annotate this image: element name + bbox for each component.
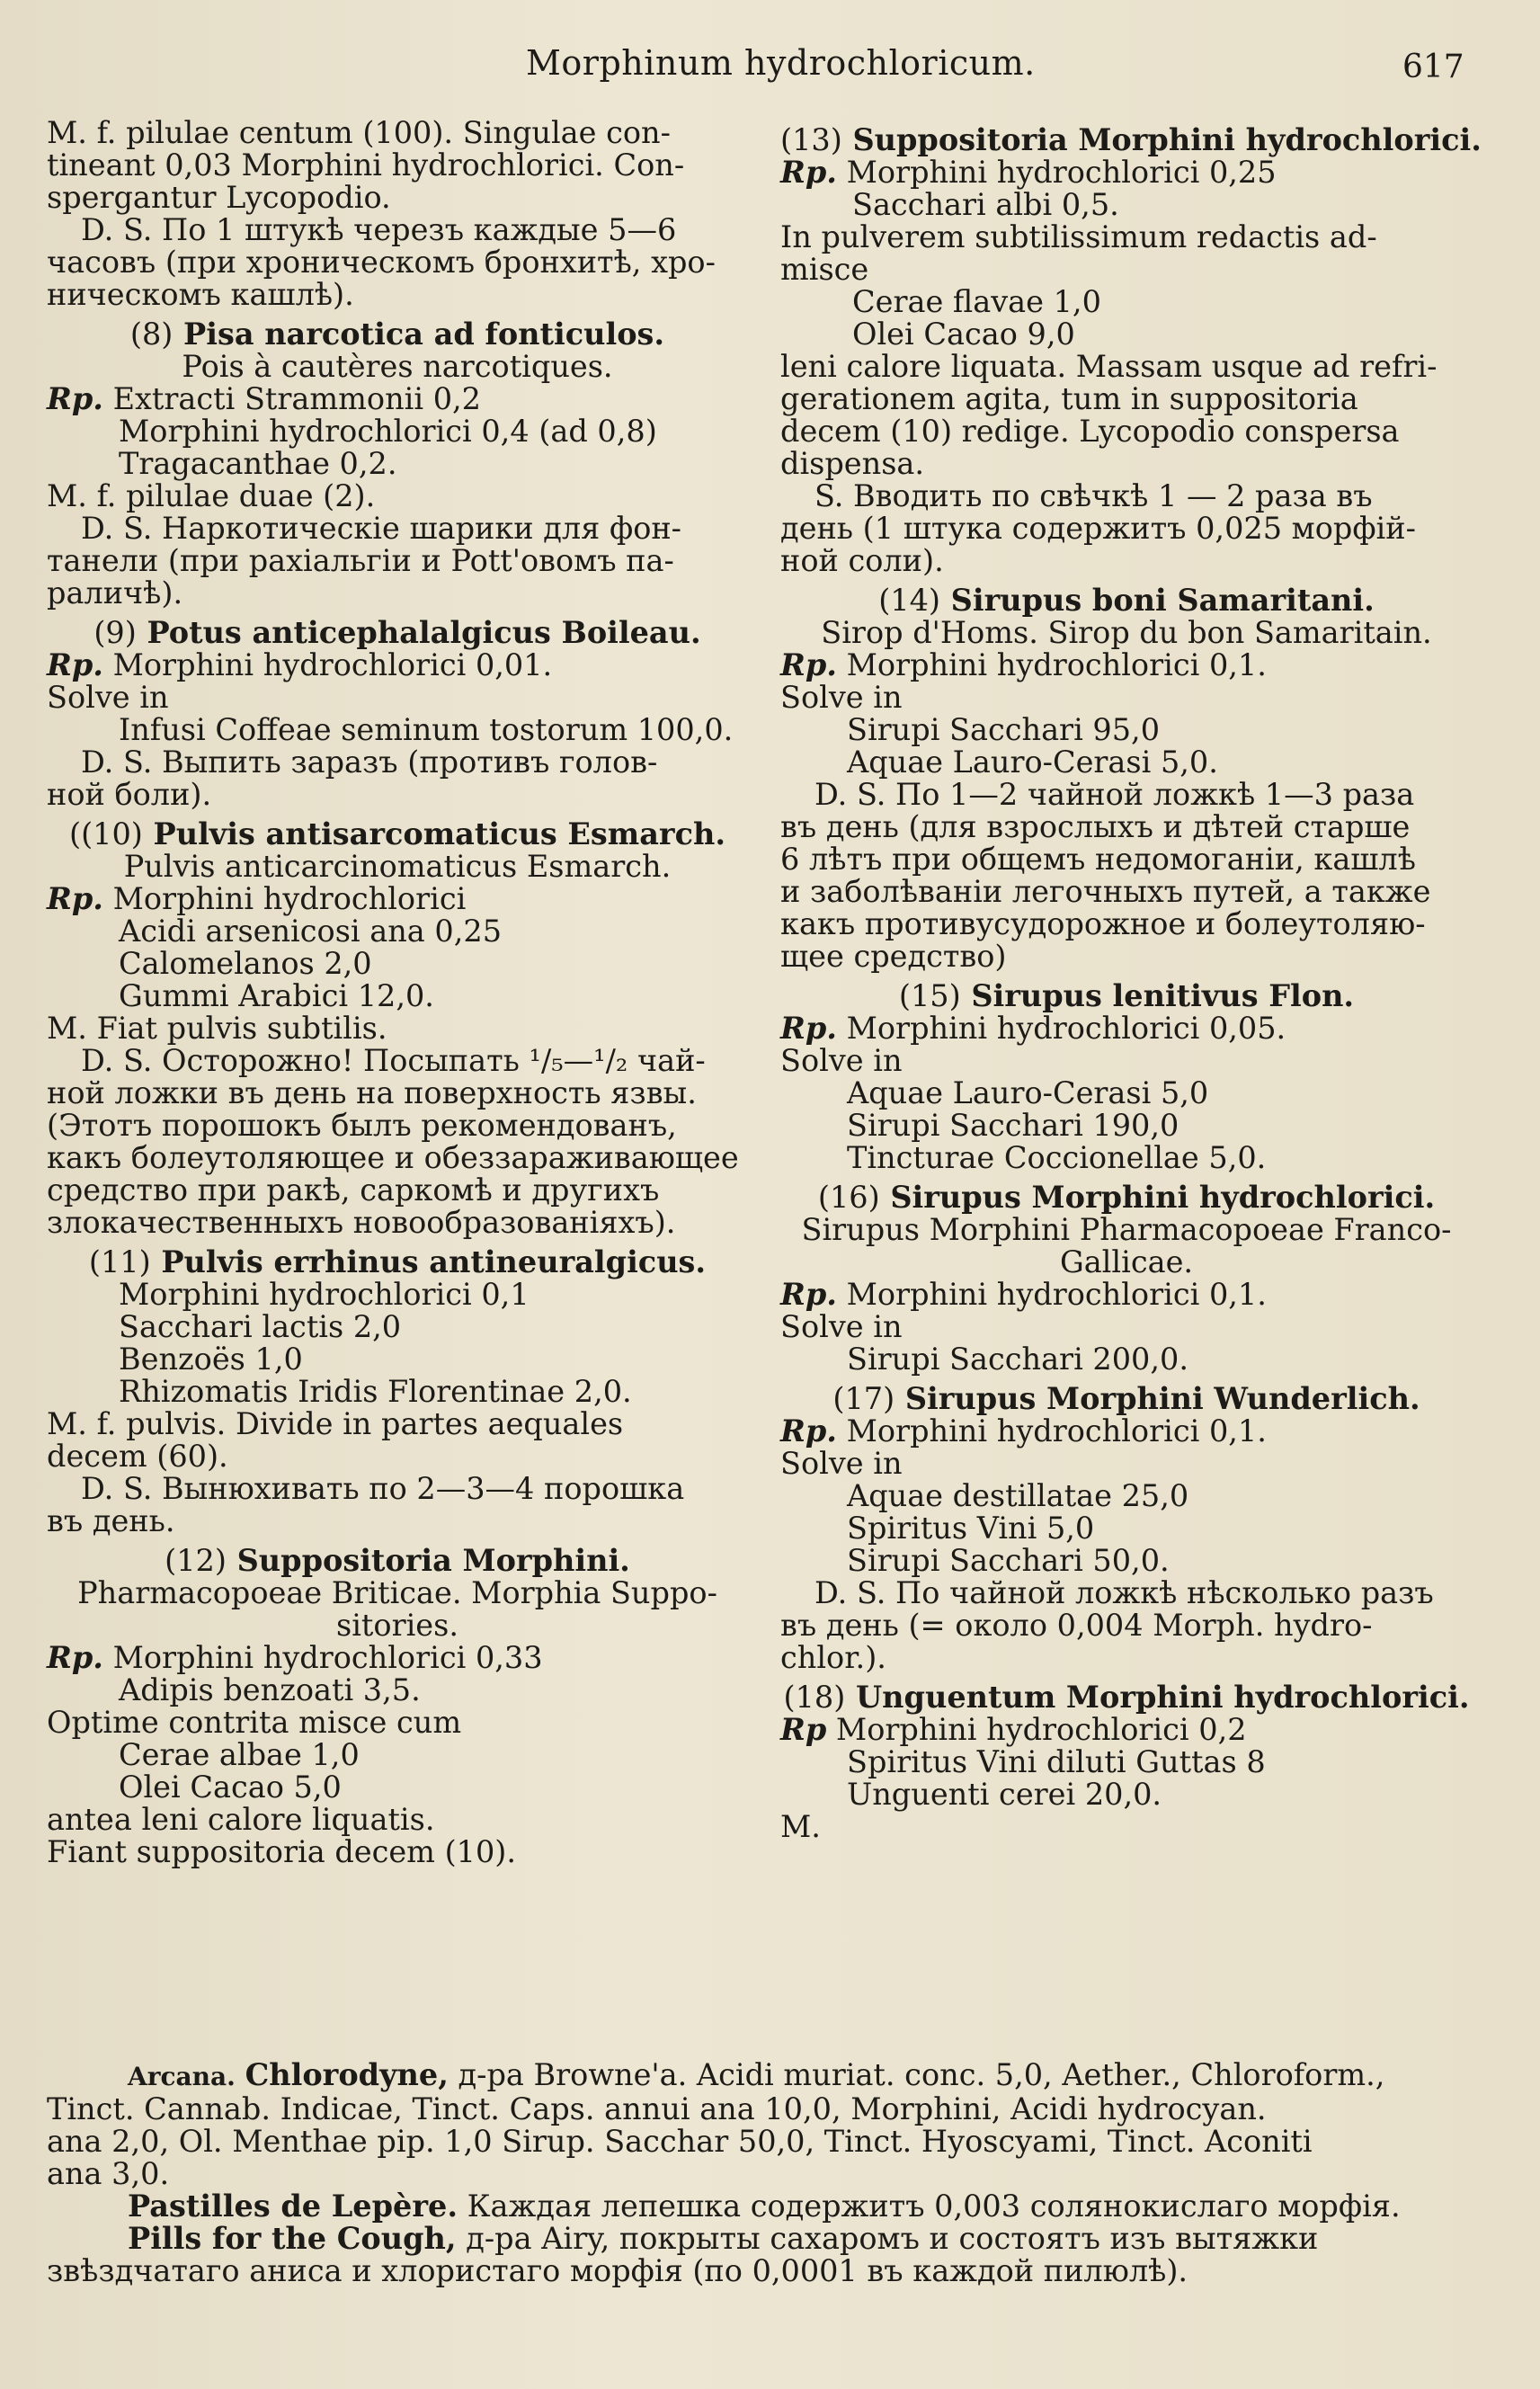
text-line [780, 1642, 1473, 1674]
line-text: Morphini hydrochlorici 0,1. [836, 647, 1267, 682]
line-text: Adipis benzoati 3,5. [119, 1672, 421, 1707]
line-text: M. f. pilulae centum (100). Singulae con- [47, 115, 671, 150]
recipe-number: (8) [129, 316, 174, 352]
text-line [780, 189, 1473, 221]
recipe-title: Suppositoria Morphini hydrochlorici. [852, 122, 1482, 157]
text-line [47, 351, 748, 383]
recipe-symbol: Rp. [47, 1640, 103, 1675]
recipe-title: Potus anticephalalgicus Boileau. [147, 615, 701, 650]
text-line [780, 746, 1473, 779]
line-text: chlor.). [780, 1640, 886, 1675]
text-line [780, 714, 1473, 746]
text-line [780, 1512, 1473, 1545]
text-line [47, 714, 748, 746]
text-line [780, 415, 1473, 448]
text-line [47, 246, 748, 279]
text-line [780, 1480, 1473, 1512]
text-line [47, 1045, 748, 1077]
recipe-number: (18) [783, 1680, 846, 1715]
text-line [780, 1077, 1473, 1110]
recipe-number: ((10) [69, 816, 143, 851]
recipe-number: (12) [165, 1543, 227, 1578]
line-text: Unguenti cerei 20,0. [847, 1777, 1162, 1812]
text-line [47, 1739, 748, 1771]
text-line [47, 1642, 748, 1674]
text-line [780, 1746, 1473, 1778]
line-text: танели (при рахіальгіи и Pott'овомъ па- [47, 543, 674, 578]
text-line [47, 682, 748, 714]
line-text: Sirupi Sacchari 50,0. [847, 1543, 1170, 1578]
text-line [780, 1714, 1473, 1746]
line-text: Tragacanthae 0,2. [119, 446, 397, 481]
recipe-title: Sirupus boni Samaritani. [950, 583, 1375, 618]
line-text: M. f. pulvis. Divide in partes aequales [47, 1406, 624, 1441]
line-text: antea leni calore liquatis. [47, 1802, 435, 1837]
line-text: Sacchari lactis 2,0 [119, 1309, 402, 1344]
text-line [47, 779, 748, 811]
line-text: въ день (= около 0,004 Morph. hydro- [780, 1608, 1373, 1643]
line-text: злокачественныхъ новообразованіяхъ). [47, 1205, 676, 1240]
line-text: M. [780, 1809, 821, 1844]
text-line [780, 513, 1473, 545]
text-line [47, 117, 748, 149]
line-text: Solve in [780, 1446, 903, 1481]
text-line [780, 811, 1473, 843]
recipe-symbol: Rp. [47, 381, 103, 416]
text-line [780, 1110, 1473, 1142]
recipe-symbol: Rp. [780, 155, 837, 190]
text-line [780, 1778, 1473, 1811]
text-line [47, 1505, 748, 1538]
text-line [780, 1577, 1473, 1609]
text-line [780, 254, 1473, 286]
line-text: Morphini hydrochlorici 0,1 [119, 1277, 530, 1312]
recipe-title: Unguentum Morphini hydrochlorici. [855, 1680, 1470, 1715]
text-line [780, 682, 1473, 714]
arcana-line: Tinct. Cannab. Indicae, Tinct. Caps. annui ana 10,0, Morphini, Acidi hydrocyan. [47, 2091, 1267, 2126]
arcana-line: ana 2,0, Ol. Menthae pip. 1,0 Sirup. Sacchar 50,0, Tinct. Hyoscyami, Tinct. Aconiti [47, 2124, 1313, 2159]
recipe-number: (15) [898, 978, 961, 1013]
line-text: въ день (для взрослыхъ и дѣтей старше [780, 809, 1411, 844]
text-line [47, 915, 748, 948]
line-text: Extracti Strammonii 0,2 [102, 381, 481, 416]
page-title: Morphinum hydrochloricum. [526, 43, 1036, 83]
text-line [47, 1343, 748, 1376]
text-line [47, 383, 748, 415]
recipe-number: (16) [817, 1180, 880, 1215]
recipe-number: (17) [832, 1381, 895, 1416]
page-number: 617 [1402, 49, 1464, 85]
recipe-heading [780, 980, 1473, 1012]
recipe-number: (14) [878, 583, 940, 618]
recipe-symbol: Rp [780, 1712, 827, 1747]
text-line [780, 779, 1473, 811]
recipe-heading [47, 1545, 748, 1577]
line-text: Cerae albae 1,0 [119, 1737, 360, 1772]
text-line [47, 149, 748, 182]
line-text: decem (60). [47, 1439, 228, 1474]
text-line [780, 448, 1473, 480]
text-line [780, 545, 1473, 577]
text-line [47, 1376, 748, 1408]
text-line [47, 948, 748, 980]
recipe-symbol: Rp. [780, 1011, 837, 1046]
text-line [780, 1279, 1473, 1311]
text-line [47, 1804, 748, 1836]
line-text: Olei Cacao 5,0 [119, 1769, 342, 1805]
recipe-heading [780, 1181, 1473, 1214]
arcana-line: ana 3,0. [47, 2156, 170, 2191]
text-line [47, 1836, 748, 1868]
text-line [47, 214, 748, 246]
recipe-heading [47, 318, 748, 351]
line-text: Pois à cautères narcotiques. [182, 349, 613, 384]
line-text: spergantur Lycopodio. [47, 180, 391, 215]
line-text: Morphini hydrochlorici 0,25 [836, 155, 1277, 190]
line-text: Morphini hydrochlorici 0,1. [836, 1277, 1267, 1312]
text-line [47, 746, 748, 779]
text-line [47, 182, 748, 214]
recipe-number: (11) [88, 1244, 151, 1279]
line-text: misce [780, 252, 869, 287]
line-text: Solve in [47, 680, 169, 715]
text-line [47, 1279, 748, 1311]
line-text: Gallicae. [1059, 1244, 1194, 1279]
text-line [780, 1012, 1473, 1045]
line-text: Optime contrita misce cum [47, 1705, 462, 1740]
line-text: Morphini hydrochlorici 0,33 [102, 1640, 543, 1675]
running-head [0, 36, 1540, 90]
text-line [47, 1207, 748, 1239]
line-text: gerationem agita, tum in suppositoria [780, 381, 1358, 416]
left-column [47, 117, 748, 1868]
text-line [47, 1311, 748, 1343]
text-line [780, 908, 1473, 940]
line-text: 6 лѣтъ при общемъ недомоганіи, кашлѣ [780, 842, 1416, 877]
line-text: ной боли). [47, 777, 212, 812]
text-line [47, 448, 748, 480]
line-text: Aquae destillatae 25,0 [847, 1478, 1189, 1513]
recipe-title: Sirupus Morphini Wunderlich. [904, 1381, 1420, 1416]
line-text: и заболѣваніи легочныхъ путей, а также [780, 874, 1431, 909]
line-text: In pulverem subtilissimum redactis ad- [780, 219, 1377, 254]
text-line [47, 1771, 748, 1804]
recipe-title: Pulvis antisarcomaticus Esmarch. [153, 816, 725, 851]
line-text: Calomelanos 2,0 [119, 946, 372, 981]
text-line [780, 383, 1473, 415]
text-line [780, 1448, 1473, 1480]
text-line [780, 1811, 1473, 1843]
line-text: D. S. Вынюхивать по 2—3—4 порошка [81, 1471, 685, 1506]
line-text: ническомъ кашлѣ). [47, 277, 354, 312]
text-line [780, 1343, 1473, 1376]
line-text: Aquae Lauro-Cerasi 5,0. [847, 744, 1218, 780]
pills-line: Pills for the Cough, д-ра Airy, покрыты сахаромъ и состоятъ изъ вытяжки [128, 2221, 1319, 2256]
text-line [47, 1174, 748, 1207]
text-line [780, 649, 1473, 682]
line-text: D. S. Осторожно! Посыпать ¹/₅—¹/₂ чай- [81, 1043, 706, 1078]
line-text: Sacchari albi 0,5. [852, 187, 1119, 222]
line-text: Rhizomatis Iridis Florentinae 2,0. [119, 1374, 632, 1409]
text-line [780, 1311, 1473, 1343]
line-text: Pharmacopoeae Briticae. Morphia Suppo- [77, 1575, 717, 1610]
line-text: Morphini hydrochlorici 0,05. [836, 1011, 1286, 1046]
line-text: tineant 0,03 Morphini hydrochlorici. Con- [47, 147, 685, 183]
line-text: раличѣ). [47, 575, 183, 611]
recipe-symbol: Rp. [780, 647, 837, 682]
text-line [780, 480, 1473, 513]
line-text: Benzoës 1,0 [119, 1342, 303, 1377]
line-text: leni calore liquata. Massam usque ad refri- [780, 349, 1438, 384]
text-line [47, 883, 748, 915]
text-line [780, 1415, 1473, 1448]
line-text: D. S. Выпить заразъ (противъ голов- [81, 744, 658, 780]
text-line [47, 1440, 748, 1473]
text-line [780, 617, 1473, 649]
text-line [780, 1246, 1473, 1279]
text-line [47, 980, 748, 1012]
text-line [780, 1545, 1473, 1577]
text-line [780, 1214, 1473, 1246]
text-line [47, 1110, 748, 1142]
line-text: D. S. Наркотическіе шарики для фон- [81, 511, 682, 546]
line-text: D. S. По чайной ложкѣ нѣсколько разъ [815, 1575, 1434, 1610]
line-text: decem (10) redige. Lycopodio conspersa [780, 414, 1400, 449]
recipe-number: (13) [780, 122, 842, 157]
arcana-section [47, 2059, 1485, 2287]
text-line [47, 1707, 748, 1739]
line-text: dispensa. [780, 446, 925, 481]
text-line [780, 876, 1473, 908]
line-text: какъ противусудорожное и болеутоляю- [780, 906, 1426, 941]
recipe-symbol: Rp. [780, 1413, 837, 1449]
line-text: M. Fiat pulvis subtilis. [47, 1011, 387, 1046]
line-text: D. S. По 1—2 чайной ложкѣ 1—3 раза [815, 777, 1415, 812]
line-text: въ день. [47, 1503, 175, 1538]
recipe-heading [780, 122, 1482, 157]
text-line [780, 318, 1473, 351]
text-line [47, 480, 748, 513]
line-text: Spiritus Vini diluti Guttas 8 [847, 1744, 1266, 1779]
line-text: ной соли). [780, 543, 944, 578]
text-line [47, 1012, 748, 1045]
line-text: M. f. pilulae duae (2). [47, 478, 376, 513]
line-text: Sirupi Sacchari 200,0. [847, 1342, 1188, 1377]
text-line [47, 1577, 748, 1609]
line-text: Aquae Lauro-Cerasi 5,0 [847, 1075, 1209, 1110]
recipe-symbol: Rp. [47, 647, 103, 682]
recipe-title: Suppositoria Morphini. [236, 1543, 630, 1578]
line-text: Olei Cacao 9,0 [852, 316, 1075, 352]
line-text: Solve in [780, 680, 903, 715]
recipe-heading [47, 1246, 748, 1279]
text-line [47, 1077, 748, 1110]
line-text: день (1 штука содержитъ 0,025 морфій- [780, 511, 1416, 546]
recipe-heading [780, 1681, 1473, 1714]
line-text: Gummi Arabici 12,0. [119, 978, 434, 1013]
line-text: Solve in [780, 1043, 903, 1078]
recipe-symbol: Rp. [780, 1277, 837, 1312]
recipe-title: Sirupus lenitivus Flon. [971, 978, 1355, 1013]
pastilles-line: Pastilles de Lepère. Каждая лепешка содержитъ 0,003 солянокислаго морфія. [128, 2188, 1401, 2224]
recipe-symbol: Rp. [47, 881, 103, 916]
recipe-title: Sirupus Morphini hydrochlorici. [890, 1180, 1436, 1215]
text-line [780, 1045, 1473, 1077]
text-line [780, 1142, 1473, 1174]
text-line [47, 513, 748, 545]
text-line [47, 1674, 748, 1707]
text-line [780, 940, 1473, 973]
text-line [47, 851, 748, 883]
line-text: Cerae flavae 1,0 [852, 284, 1101, 319]
line-text: Morphini hydrochlorici 0,1. [836, 1413, 1267, 1449]
pills-line: звѣздчатаго аниса и хлористаго морфія (по 0,0001 въ каждой пилюлѣ). [47, 2253, 1188, 2288]
line-text: Sirupus Morphini Pharmacopoeae Franco- [801, 1212, 1452, 1247]
line-text: Solve in [780, 1309, 903, 1344]
line-text: (Этотъ порошокъ былъ рекомендованъ, [47, 1108, 677, 1143]
recipe-title: Pulvis errhinus antineuralgicus. [161, 1244, 707, 1279]
line-text: sitories. [336, 1608, 458, 1643]
text-line [47, 577, 748, 610]
line-text: S. Вводить по свѣчкѣ 1 — 2 раза въ [815, 478, 1373, 513]
line-text: какъ болеутоляющее и обеззараживающее [47, 1140, 739, 1175]
line-text: Spiritus Vini 5,0 [847, 1511, 1095, 1546]
line-text: щее средство) [780, 939, 1007, 974]
line-text: часовъ (при хроническомъ бронхитѣ, хро- [47, 245, 716, 280]
text-line [780, 286, 1473, 318]
text-line [47, 1473, 748, 1505]
line-text: Morphini hydrochlorici [102, 881, 467, 916]
line-text: Morphini hydrochlorici 0,2 [826, 1712, 1247, 1747]
line-text: Tincturae Coccionellae 5,0. [847, 1140, 1267, 1175]
text-line [47, 415, 748, 448]
arcana-line: Arcana. Chlorodyne, д-ра Browne'a. Acidi muriat. conc. 5,0, Aether., Chloroform., [128, 2057, 1385, 2092]
line-text: ной ложки въ день на поверхность язвы. [47, 1075, 697, 1110]
line-text: Morphini hydrochlorici 0,4 (ad 0,8) [119, 414, 657, 449]
text-line [47, 545, 748, 577]
line-text: Morphini hydrochlorici 0,01. [102, 647, 553, 682]
text-line [780, 843, 1473, 876]
line-text: Sirop d'Homs. Sirop du bon Samaritain. [821, 615, 1432, 650]
text-line [47, 1609, 748, 1642]
right-column [780, 117, 1482, 1844]
line-text: средство при ракѣ, саркомѣ и другихъ [47, 1172, 660, 1208]
line-text: D. S. По 1 штукѣ черезъ каждые 5—6 [81, 212, 677, 247]
recipe-heading [780, 584, 1473, 617]
line-text: Pulvis anticarcinomaticus Esmarch. [123, 849, 672, 884]
text-line [780, 221, 1473, 254]
text-line [47, 1142, 748, 1174]
line-text: Sirupi Sacchari 190,0 [847, 1108, 1179, 1143]
line-text: Infusi Coffeae seminum tostorum 100,0. [119, 712, 734, 747]
text-line [47, 1408, 748, 1440]
recipe-number: (9) [93, 615, 137, 650]
text-line [47, 279, 748, 311]
recipe-heading [780, 1383, 1473, 1415]
line-text: Sirupi Sacchari 95,0 [847, 712, 1161, 747]
recipe-heading [47, 617, 748, 649]
text-line [780, 156, 1473, 189]
text-line [780, 351, 1473, 383]
text-line [780, 1609, 1473, 1642]
text-line [47, 649, 748, 682]
recipe-heading [47, 818, 748, 851]
line-text: Acidi arsenicosi ana 0,25 [119, 914, 503, 949]
line-text: Fiant suppositoria decem (10). [47, 1834, 517, 1869]
recipe-title: Pisa narcotica ad fonticulos. [183, 316, 665, 352]
